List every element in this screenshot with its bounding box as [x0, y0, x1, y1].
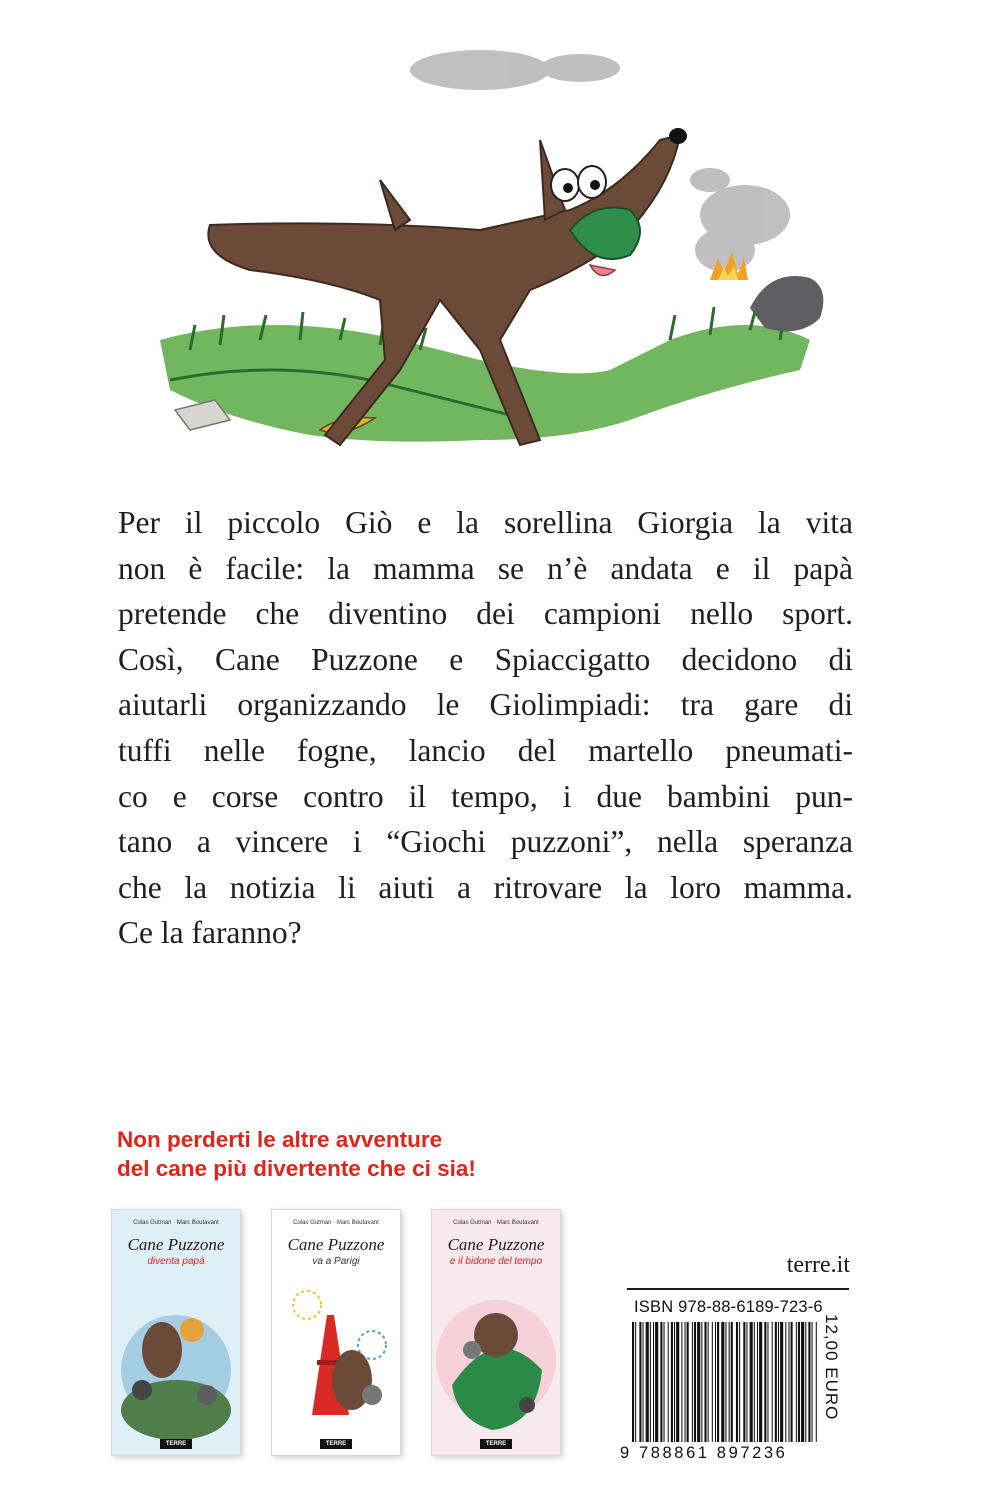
barcode-bar	[754, 1322, 755, 1442]
barcode-bar	[632, 1322, 634, 1442]
blurb-line: Così, Cane Puzzone e Spiaccigatto decidono di	[118, 641, 853, 677]
barcode-bar	[796, 1322, 797, 1442]
barcode-bar	[780, 1322, 783, 1442]
barcode-bar	[643, 1322, 644, 1442]
barcode-bar	[694, 1322, 696, 1442]
blurb-line: Per il piccolo Giò e la sorellina Giorgia la vita	[118, 505, 853, 540]
barcode-bar	[664, 1322, 665, 1442]
publisher-website[interactable]: terre.it	[786, 1252, 850, 1278]
barcode-bar	[743, 1322, 745, 1442]
barcode-bar	[692, 1322, 693, 1442]
barcode-bar	[757, 1322, 758, 1442]
book-title: Cane Puzzone	[287, 1235, 385, 1254]
barcode-bar	[801, 1322, 804, 1442]
book-title: Cane Puzzone	[127, 1235, 225, 1254]
barcode-bar	[697, 1322, 700, 1442]
book-cover-va-a-parigi[interactable]	[272, 1210, 400, 1455]
isbn-text: ISBN 978-88-6189-723-6	[634, 1298, 823, 1316]
book-cover-diventa-papa[interactable]	[112, 1210, 240, 1455]
barcode-bar	[712, 1322, 713, 1442]
barcode-bar	[701, 1322, 702, 1442]
barcode-bar	[798, 1322, 800, 1442]
book-subtitle: e il bidone del tempo	[449, 1256, 543, 1267]
barcode-bar	[759, 1322, 762, 1442]
barcode-bar	[791, 1322, 793, 1442]
barcode-bar	[750, 1322, 753, 1442]
barcode-bar	[687, 1322, 689, 1442]
promo-line: Non perderti le altre avventure	[117, 1127, 443, 1152]
book-cover-bidone-del-tempo[interactable]	[432, 1210, 560, 1455]
blurb-line: che la notizia li aiuti a ritrovare la loro mamma.	[118, 869, 853, 905]
book-authors: Colas Gutman · Marc Boutavant	[453, 1220, 539, 1226]
blurb-line: co e corse contro il tempo, i due bambini pun-	[118, 778, 853, 814]
barcode-bar	[767, 1322, 768, 1442]
blurb-line: tano a vincere i “Giochi puzzoni”, nella speranza	[118, 824, 853, 860]
promo-line: del cane più divertente che ci sia!	[117, 1156, 476, 1181]
barcode-bar	[655, 1322, 658, 1442]
promo-text	[117, 1125, 637, 1183]
blurb-line: Ce la faranno?	[118, 915, 302, 951]
barcode-bar	[639, 1322, 641, 1442]
barcode-bar	[708, 1322, 709, 1442]
blurb-line: tuffi nelle fogne, lancio del martello pneumati-	[118, 732, 853, 768]
barcode-bar	[676, 1322, 679, 1442]
book-subtitle: va a Parigi	[312, 1256, 360, 1267]
publisher-logo: TERRE	[480, 1439, 512, 1449]
barcode-bar	[668, 1322, 669, 1442]
barcode-bar	[764, 1322, 766, 1442]
divider	[627, 1288, 849, 1290]
barcode-bar	[653, 1322, 654, 1442]
barcode-bar	[650, 1322, 651, 1442]
barcode	[630, 1322, 820, 1442]
barcode-bar	[731, 1322, 733, 1442]
barcode-bar	[721, 1322, 724, 1442]
barcode-bar	[736, 1322, 738, 1442]
barcode-bar	[660, 1322, 662, 1442]
publisher-logo: TERRE	[160, 1439, 192, 1449]
blurb-line: non è facile: la mamma se n’è andata e il papà	[118, 550, 853, 586]
barcode-bar	[646, 1322, 649, 1442]
barcode-bar	[775, 1322, 777, 1442]
book-authors: Colas Gutman · Marc Boutavant	[293, 1220, 379, 1226]
barcode-bar	[674, 1322, 675, 1442]
barcode-bar	[739, 1322, 740, 1442]
barcode-bar	[671, 1322, 673, 1442]
barcode-bar	[725, 1322, 726, 1442]
barcode-bar	[704, 1322, 706, 1442]
back-cover-blurb	[118, 500, 853, 956]
barcode-bar	[746, 1322, 747, 1442]
price-label	[807, 1314, 847, 1454]
book-authors: Colas Gutman · Marc Boutavant	[133, 1220, 219, 1226]
blurb-line: aiutarli organizzando le Giolimpiadi: tra gare di	[118, 687, 853, 723]
barcode-bar	[715, 1322, 716, 1442]
book-title: Cane Puzzone	[447, 1235, 545, 1254]
ean-number: 9 788861 897236	[620, 1444, 788, 1462]
barcode-bar	[635, 1322, 636, 1442]
barcode-bar	[785, 1322, 786, 1442]
price-text: 12,00 EURO	[822, 1314, 841, 1421]
barcode-bar	[685, 1322, 686, 1442]
trash-bag-illustration	[750, 276, 823, 331]
related-books	[112, 1210, 582, 1460]
barcode-bar	[788, 1322, 789, 1442]
barcode-bar	[717, 1322, 719, 1442]
blurb-line: pretende che diventino dei campioni nello sport.	[118, 596, 853, 632]
cover-illustration	[150, 40, 870, 480]
barcode-bar	[772, 1322, 773, 1442]
barcode-bar	[681, 1322, 682, 1442]
barcode-bar	[729, 1322, 730, 1442]
publisher-logo: TERRE	[320, 1439, 352, 1449]
barcode-bar	[778, 1322, 779, 1442]
book-subtitle: diventa papà	[147, 1256, 205, 1267]
